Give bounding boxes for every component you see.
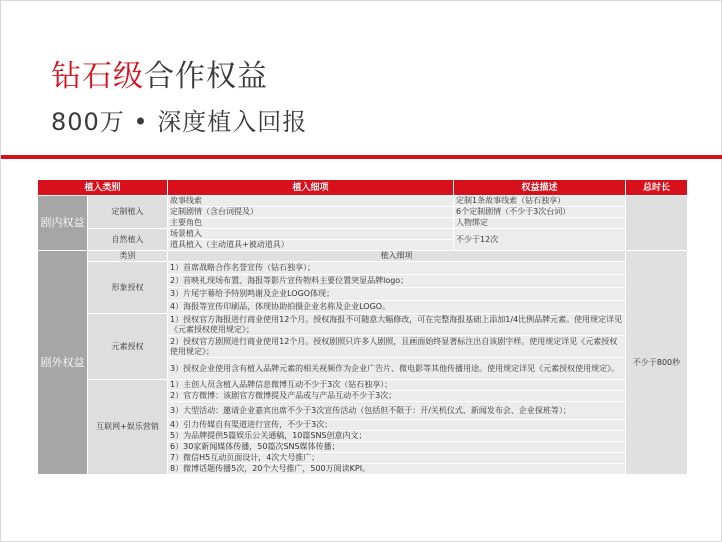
table-cell: 定制1条故事线索（钻石独享） [454, 196, 626, 207]
category-in-show: 剧内权益 [38, 196, 88, 251]
table-cell: 道具植入（主动道具+被动道具） [168, 240, 454, 251]
table-row [38, 229, 688, 240]
table-cell: 7）微信H5互动页面设计，4次大号推广； [168, 453, 626, 464]
header-description: 权益描述 [454, 180, 626, 196]
group-image-license: 形象授权 [88, 262, 168, 314]
table-cell: 4）海报等宣传印刷品，体现协助拍摄企业名称及企业LOGO。 [168, 301, 626, 314]
table-row [38, 314, 688, 336]
table-cell: 1）首席战略合作名誉宣传（钻石独享）； [168, 262, 626, 275]
header-items: 植入细项 [168, 180, 454, 196]
table-cell: 8）微博话题传播5次，20个大号推广，500万阅读KPI。 [168, 464, 626, 475]
title-rest: 合作权益 [144, 59, 268, 94]
duration-empty [626, 196, 688, 251]
table-cell: 3）大型活动：邀请企业嘉宾出席不少于3次宣传活动（包括但不限于：开/关机仪式、新闻发布会、企业探班等）； [168, 402, 626, 420]
subheader-category: 类别 [88, 251, 168, 262]
group-internet-marketing: 互联网+娱乐营销 [88, 380, 168, 475]
table-cell: 2）首映礼现场布置、海报等影片宣传物料主要位置突显品牌logo； [168, 275, 626, 288]
table-cell: 6）30家新闻媒体传播，50篇次SNS媒体传播； [168, 442, 626, 453]
table-row [38, 196, 688, 207]
slide-subtitle: 800万 • 深度植入回报 [51, 108, 308, 136]
rights-table [37, 179, 688, 475]
table-cell: 4）引力传媒自有渠道进行宣传，不少于3次； [168, 420, 626, 431]
table-cell: 人物绑定 [454, 218, 626, 229]
subheader-items: 植入细项 [168, 251, 626, 262]
table-cell: 故事线索 [168, 196, 454, 207]
group-custom: 定制植入 [88, 196, 168, 229]
table-cell: 定制剧情（含台词提及） [168, 207, 454, 218]
table-cell: 场景植入 [168, 229, 454, 240]
table-cell: 主要角色 [168, 218, 454, 229]
header-duration: 总时长 [626, 180, 688, 196]
table-cell: 2）官方微博：该剧官方微博提及产品或与产品互动不少于3次； [168, 391, 626, 402]
accent-divider [1, 155, 722, 159]
table-cell: 3）授权企业使用含有植入品牌元素的相关视频作为企业广告片、微电影等其他传播用途。使用规定详见《元素授权使用规定》。 [168, 358, 626, 380]
title-highlight: 钻石级 [51, 59, 144, 94]
table-row [38, 262, 688, 275]
duration-total: 不少于800秒 [626, 251, 688, 475]
slide-title [51, 57, 268, 97]
group-element-license: 元素授权 [88, 314, 168, 380]
table-cell: 3）片尾字幕给予特别鸣谢及企业LOGO体现； [168, 288, 626, 301]
category-off-show: 剧外权益 [38, 251, 88, 475]
table-cell: 1）主创人员含植入品牌信息微博互动不少于3次（钻石独享）； [168, 380, 626, 391]
table-cell: 5）为品牌提供5篇娱乐公关通稿，10篇SNS创意内文； [168, 431, 626, 442]
table-cell: 2）授权官方剧照进行商业使用12个月。授权剧照只许多人剧照，且画面始终显著标注出自该剧字样。使用规定详见《元素授权使用规定》； [168, 336, 626, 358]
table-row [38, 380, 688, 391]
table-header-row [38, 180, 688, 196]
table-cell: 不少于12次 [454, 229, 626, 251]
group-natural: 自然植入 [88, 229, 168, 251]
table-cell: 1）授权官方海报进行商业使用12个月。授权海报不可随意大幅修改，可在完整海报基础上添加1/4比例品牌元素。使用规定详见《元素授权使用规定》； [168, 314, 626, 336]
table-cell: 6个定制剧情（不少于3次台词） [454, 207, 626, 218]
table-subheader-row [38, 251, 688, 262]
header-category: 植入类别 [38, 180, 168, 196]
